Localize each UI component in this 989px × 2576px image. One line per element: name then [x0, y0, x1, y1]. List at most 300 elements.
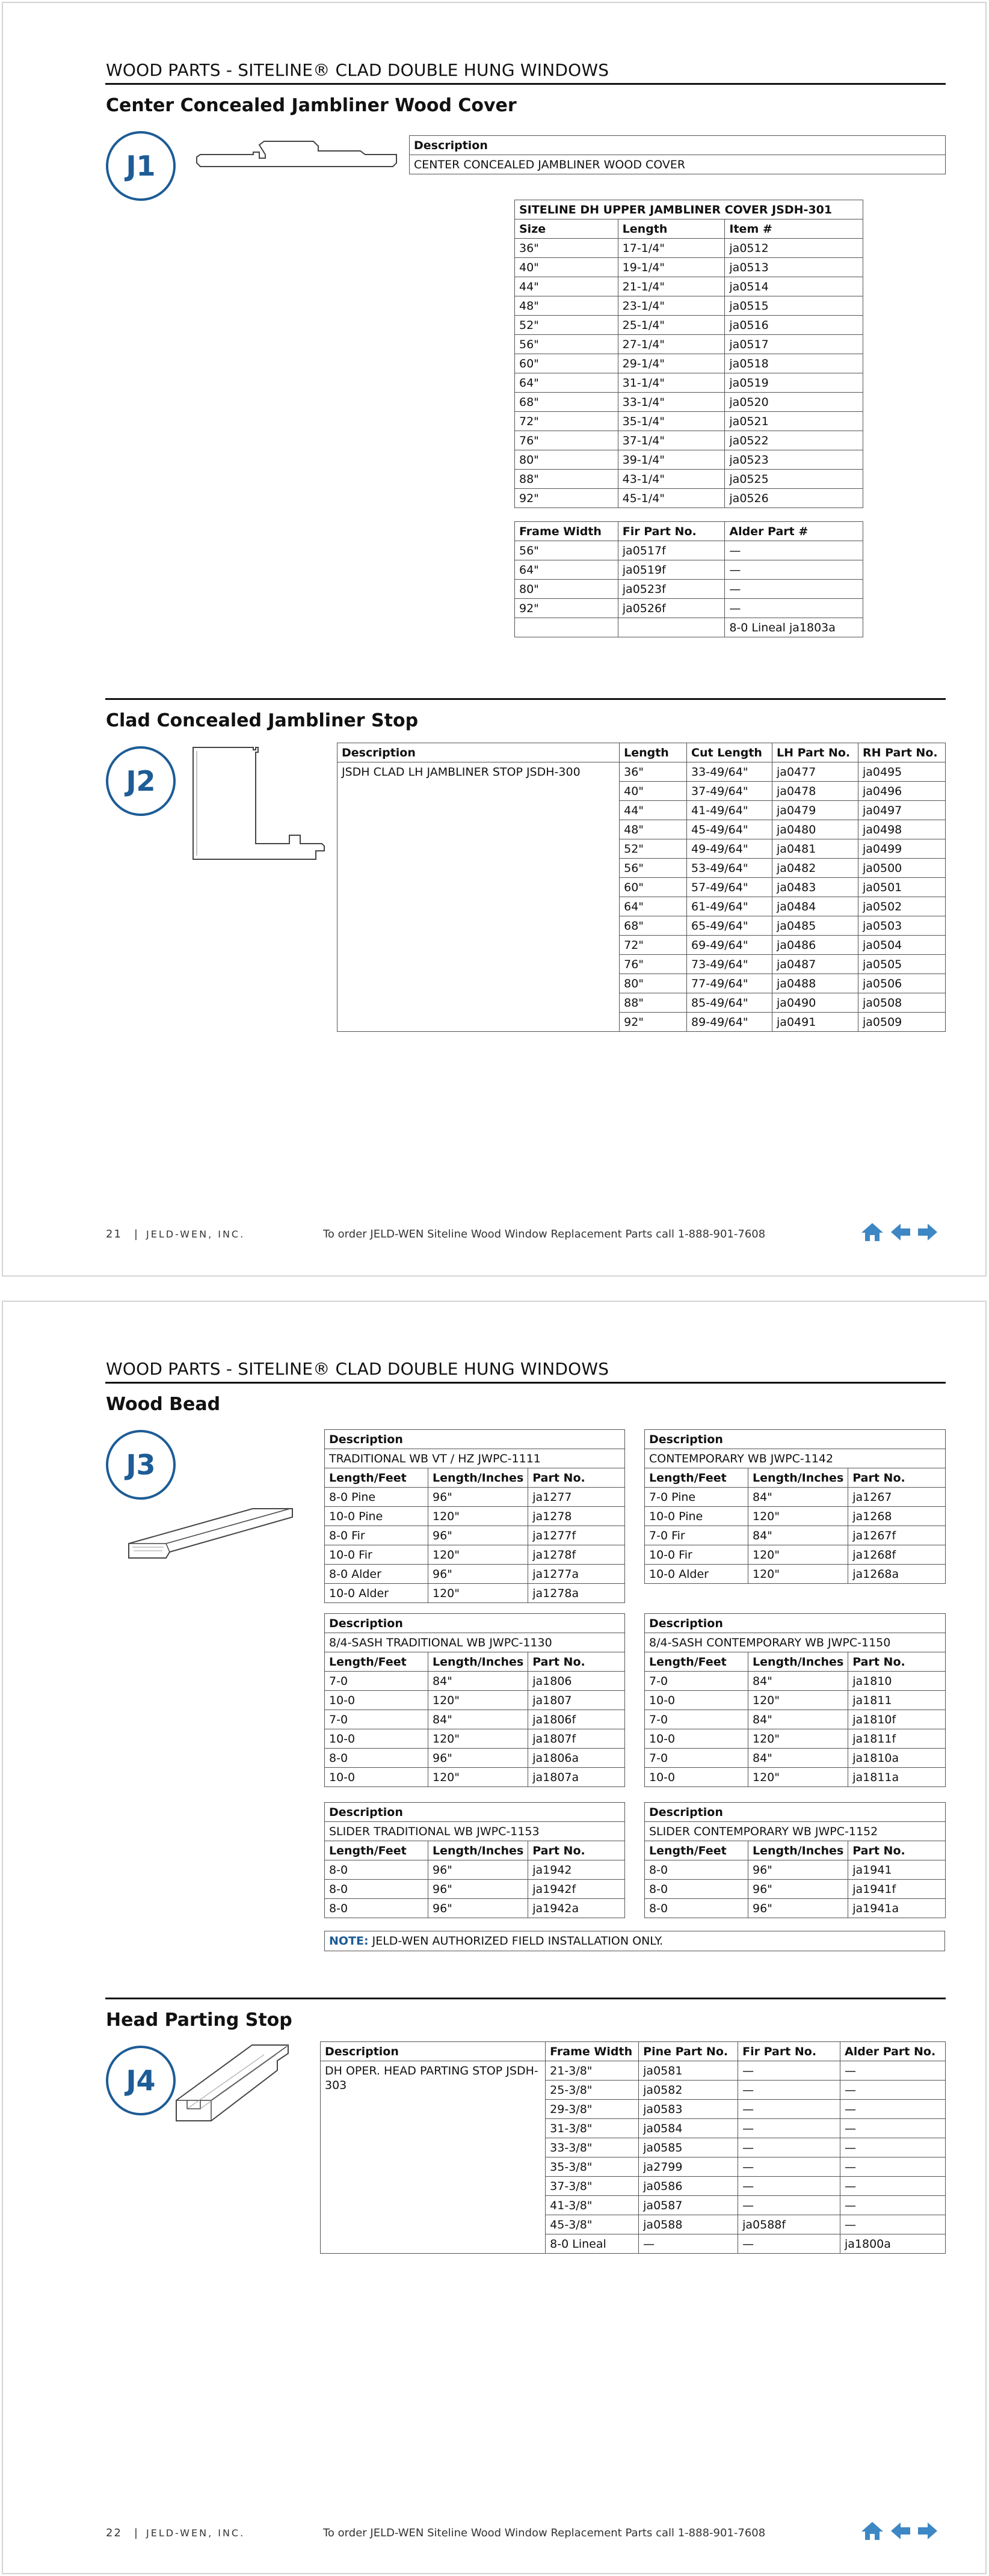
table-cell: ja1267 [848, 1488, 946, 1507]
part-description: CONTEMPORARY WB JWPC-1142 [645, 1449, 946, 1468]
table-cell: ja0513 [725, 258, 863, 277]
table-cell: 120" [428, 1729, 528, 1749]
table-cell: 120" [428, 1584, 528, 1603]
table-cell: 8-0 [645, 1880, 748, 1899]
arrow-left-icon[interactable] [890, 1222, 911, 1245]
table-row [325, 1691, 625, 1710]
footer [106, 2527, 245, 2539]
table-row [515, 431, 863, 450]
table-row [515, 335, 863, 354]
table-cell: 40" [515, 258, 618, 277]
table-cell: — [738, 2196, 840, 2215]
section-heading-j2: Clad Concealed Jambliner Stop [106, 710, 419, 731]
table-header-row [325, 1841, 625, 1860]
table-cell: ja0519 [725, 373, 863, 393]
j2-jambliner-stop-table [337, 743, 946, 1032]
table-header: Description [321, 2042, 546, 2061]
table-cell: 10-0 [325, 1691, 428, 1710]
table-header: Part No. [848, 1468, 946, 1488]
table-cell: 7-0 [645, 1710, 748, 1729]
table-cell: 96" [748, 1899, 848, 1918]
table-cell: ja1807 [528, 1691, 625, 1710]
table-cell: ja0585 [639, 2138, 738, 2157]
table-cell: — [738, 2234, 840, 2254]
table-header: Part No. [848, 1841, 946, 1860]
table-row [515, 277, 863, 296]
j3-table-slider-traditional [324, 1802, 625, 1918]
page-number: 22 [106, 2527, 122, 2539]
nav-controls [860, 2521, 938, 2544]
table-cell: 10-0 [325, 1768, 428, 1787]
table-cell: — [725, 560, 863, 580]
table-row [645, 1507, 946, 1526]
table-cell: 76" [620, 955, 687, 974]
table-cell: ja0515 [725, 296, 863, 316]
table-cell: ja0480 [772, 820, 858, 839]
table-cell: 52" [620, 839, 687, 859]
table-cell: — [840, 2138, 946, 2157]
table-cell: 41-49/64" [687, 801, 772, 820]
table-cell: 29-3/8" [546, 2100, 639, 2119]
company-name: JELD-WEN, INC. [146, 2527, 245, 2539]
table-row [515, 489, 863, 508]
table-cell: ja0504 [858, 936, 945, 955]
table-cell: ja0586 [639, 2177, 738, 2196]
table-cell: 96" [428, 1749, 528, 1768]
table-header: Fir Part No. [738, 2042, 840, 2061]
table-row [337, 762, 946, 782]
home-icon[interactable] [860, 1222, 884, 1245]
table-cell: ja0517f [618, 541, 725, 560]
description-header-row [645, 1614, 946, 1633]
table-row [515, 393, 863, 412]
table-row [515, 239, 863, 258]
table-cell: 64" [515, 373, 618, 393]
table-header: Description [325, 1614, 625, 1633]
table-row [515, 580, 863, 599]
table-cell: 68" [620, 916, 687, 936]
table-cell: 10-0 Fir [645, 1545, 748, 1565]
jambliner-cover-drawing [194, 136, 399, 176]
table-row [645, 1710, 946, 1729]
table-cell: ja0490 [772, 993, 858, 1013]
table-cell: ja0581 [639, 2061, 738, 2081]
table-cell: ja0485 [772, 916, 858, 936]
section-rule [105, 1998, 946, 1999]
table-cell: 31-1/4" [618, 373, 725, 393]
table-cell: ja0514 [725, 277, 863, 296]
table-cell: 64" [515, 560, 618, 580]
table-cell [618, 618, 725, 637]
table-cell: — [840, 2081, 946, 2100]
table-cell: 44" [515, 277, 618, 296]
table-cell: 88" [620, 993, 687, 1013]
table-header: Description [325, 1430, 625, 1449]
table-cell: ja1806 [528, 1672, 625, 1691]
company-name: JELD-WEN, INC. [146, 1228, 245, 1240]
table-row [645, 1488, 946, 1507]
footer-separator: | [134, 1228, 138, 1240]
table-cell: ja0588f [738, 2215, 840, 2234]
table-cell: 23-1/4" [618, 296, 725, 316]
table-cell: 33-3/8" [546, 2138, 639, 2157]
table-cell: ja1268f [848, 1545, 946, 1565]
page-number: 21 [106, 1228, 122, 1240]
table-cell: 80" [620, 974, 687, 993]
table-row [515, 560, 863, 580]
table-cell: — [738, 2157, 840, 2177]
table-cell: 7-0 [645, 1749, 748, 1768]
order-info: To order JELD-WEN Siteline Wood Window Replacement Parts call 1-888-901-7608 [323, 2527, 766, 2539]
arrow-right-icon[interactable] [917, 2521, 938, 2544]
nav-controls [860, 1222, 938, 1245]
table-cell: 45-1/4" [618, 489, 725, 508]
table-cell: ja0486 [772, 936, 858, 955]
table-cell: ja0484 [772, 897, 858, 916]
table-header: Length/Inches [428, 1468, 528, 1488]
j3-table-8-4-contemporary [644, 1613, 946, 1787]
table-cell: 96" [428, 1860, 528, 1880]
table-header: Item # [725, 219, 863, 239]
table-cell: 44" [620, 801, 687, 820]
table-cell: ja0482 [772, 859, 858, 878]
section-heading-j4: Head Parting Stop [106, 2010, 292, 2031]
description-header-row [325, 1614, 625, 1633]
part-description: JSDH CLAD LH JAMBLINER STOP JSDH-300 [337, 762, 620, 1032]
table-row [325, 1488, 625, 1507]
table-title-row [515, 200, 863, 219]
table-cell: ja0588 [639, 2215, 738, 2234]
jambliner-stop-drawing [189, 745, 328, 865]
order-info: To order JELD-WEN Siteline Wood Window Replacement Parts call 1-888-901-7608 [323, 1228, 766, 1240]
table-header: Length/Feet [645, 1841, 748, 1860]
table-cell: 76" [515, 431, 618, 450]
table-header: Length/Feet [325, 1468, 428, 1488]
table-cell: ja0525 [725, 470, 863, 489]
table-header: Length/Inches [748, 1652, 848, 1672]
table-cell: 33-49/64" [687, 762, 772, 782]
table-row [325, 1672, 625, 1691]
page-title: WOOD PARTS - SITELINE® CLAD DOUBLE HUNG WINDOWS [106, 1359, 609, 1379]
table-cell: ja0488 [772, 974, 858, 993]
table-header: Length/Feet [645, 1652, 748, 1672]
table-cell: — [738, 2081, 840, 2100]
table-header: Alder Part No. [840, 2042, 946, 2061]
table-cell: ja0584 [639, 2119, 738, 2138]
table-header: Length/Feet [325, 1841, 428, 1860]
table-header-row [645, 1652, 946, 1672]
table-row [325, 1768, 625, 1787]
footer-separator: | [134, 2527, 138, 2539]
table-cell: ja0483 [772, 878, 858, 897]
table-cell: ja1942 [528, 1860, 625, 1880]
arrow-left-icon[interactable] [890, 2521, 911, 2544]
table-cell: 72" [620, 936, 687, 955]
table-cell: 120" [748, 1545, 848, 1565]
table-cell: ja0508 [858, 993, 945, 1013]
table-cell: 64" [620, 897, 687, 916]
note-text: JELD-WEN AUTHORIZED FIELD INSTALLATION ONLY. [372, 1934, 664, 1948]
table-cell: 69-49/64" [687, 936, 772, 955]
table-cell: 7-0 Pine [645, 1488, 748, 1507]
table-header: Part No. [848, 1652, 946, 1672]
table-header: Alder Part # [725, 522, 863, 541]
table-cell: ja0498 [858, 820, 945, 839]
table-cell: ja0478 [772, 782, 858, 801]
table-cell: ja0500 [858, 859, 945, 878]
table-cell: ja1811 [848, 1691, 946, 1710]
table-cell: ja1941a [848, 1899, 946, 1918]
table-cell: 8-0 Alder [325, 1565, 428, 1584]
home-icon[interactable] [860, 2521, 884, 2544]
table-cell: 8-0 Lineal ja1803a [725, 618, 863, 637]
table-row [325, 1749, 625, 1768]
table-cell: ja0491 [772, 1013, 858, 1032]
table-cell: ja0496 [858, 782, 945, 801]
table-cell: 39-1/4" [618, 450, 725, 470]
table-cell: 10-0 Pine [325, 1507, 428, 1526]
table-header: Description [645, 1430, 946, 1449]
description-header-row [645, 1803, 946, 1822]
table-cell: 88" [515, 470, 618, 489]
table-cell: 96" [428, 1488, 528, 1507]
part-description: 8/4-SASH TRADITIONAL WB JWPC-1130 [325, 1633, 625, 1652]
table-row [325, 1507, 625, 1526]
table-cell: 52" [515, 316, 618, 335]
table-header: Length/Inches [748, 1468, 848, 1488]
table-header: Length/Inches [428, 1652, 528, 1672]
table-row [645, 1526, 946, 1545]
table-cell: 120" [428, 1545, 528, 1565]
table-cell: — [725, 599, 863, 618]
table-row [325, 1584, 625, 1603]
table-cell: 120" [428, 1691, 528, 1710]
table-cell: 84" [748, 1488, 848, 1507]
table-row [515, 316, 863, 335]
table-cell: ja2799 [639, 2157, 738, 2177]
table-cell: 37-1/4" [618, 431, 725, 450]
description-header-row [325, 1803, 625, 1822]
table-row [325, 1545, 625, 1565]
table-cell: 25-1/4" [618, 316, 725, 335]
table-cell: 10-0 Pine [645, 1507, 748, 1526]
table-cell: 57-49/64" [687, 878, 772, 897]
wood-bead-drawing [126, 1504, 295, 1562]
description-row [325, 1822, 625, 1841]
table-cell: 56" [620, 859, 687, 878]
table-cell: ja0503 [858, 916, 945, 936]
j1-upper-jambliner-table [514, 200, 863, 508]
table-cell: 85-49/64" [687, 993, 772, 1013]
table-cell: 8-0 Lineal [546, 2234, 639, 2254]
table-header-row [337, 743, 946, 762]
table-cell: ja1277 [528, 1488, 625, 1507]
table-cell: 29-1/4" [618, 354, 725, 373]
table-cell: 27-1/4" [618, 335, 725, 354]
table-header: Length/Inches [748, 1841, 848, 1860]
table-cell: 84" [428, 1710, 528, 1729]
table-cell: ja1941 [848, 1860, 946, 1880]
table-cell: ja1810a [848, 1749, 946, 1768]
table-row [325, 1710, 625, 1729]
table-cell: ja1267f [848, 1526, 946, 1545]
table-header: Length [620, 743, 687, 762]
table-header: Description [325, 1803, 625, 1822]
table-cell: ja0518 [725, 354, 863, 373]
table-title: SITELINE DH UPPER JAMBLINER COVER JSDH-301 [515, 200, 863, 219]
part-description: DH OPER. HEAD PARTING STOP JSDH-303 [321, 2061, 546, 2254]
description-row [645, 1449, 946, 1468]
table-cell: ja1807a [528, 1768, 625, 1787]
table-header-row [321, 2042, 946, 2061]
table-cell: 96" [428, 1880, 528, 1899]
table-row [325, 1880, 625, 1899]
table-cell: ja1268a [848, 1565, 946, 1584]
table-header: Length/Feet [325, 1652, 428, 1672]
table-row [645, 1899, 946, 1918]
j3-table-slider-contemporary [644, 1802, 946, 1918]
table-cell: 120" [748, 1729, 848, 1749]
table-cell: 89-49/64" [687, 1013, 772, 1032]
arrow-right-icon[interactable] [917, 1222, 938, 1245]
table-cell: — [840, 2177, 946, 2196]
table-header: Description [410, 136, 946, 155]
j3-table-traditional [324, 1429, 625, 1603]
j3-table-8-4-traditional [324, 1613, 625, 1787]
table-cell: 84" [748, 1526, 848, 1545]
table-cell: ja1806f [528, 1710, 625, 1729]
table-cell: 68" [515, 393, 618, 412]
table-header: Cut Length [687, 743, 772, 762]
table-cell: 65-49/64" [687, 916, 772, 936]
table-cell: 35-1/4" [618, 412, 725, 431]
table-cell: 80" [515, 580, 618, 599]
table-cell: — [840, 2157, 946, 2177]
page-22 [2, 1301, 987, 2574]
note-label: NOTE: [329, 1934, 369, 1948]
footer [106, 1228, 245, 1240]
table-cell: ja1810f [848, 1710, 946, 1729]
part-description: 8/4-SASH CONTEMPORARY WB JWPC-1150 [645, 1633, 946, 1652]
table-cell: 8-0 [325, 1860, 428, 1880]
table-cell: 8-0 Fir [325, 1526, 428, 1545]
table-cell: ja0499 [858, 839, 945, 859]
table-cell: 84" [748, 1710, 848, 1729]
table-cell: 7-0 [325, 1710, 428, 1729]
table-cell: ja1942a [528, 1899, 625, 1918]
table-cell: 8-0 [325, 1749, 428, 1768]
table-header: Description [337, 743, 620, 762]
table-row [515, 354, 863, 373]
table-cell: 120" [748, 1507, 848, 1526]
table-header-row [325, 1652, 625, 1672]
table-cell: 60" [620, 878, 687, 897]
head-parting-stop-drawing [174, 2043, 294, 2128]
table-header: Part No. [528, 1652, 625, 1672]
table-cell: — [738, 2138, 840, 2157]
table-cell: 48" [620, 820, 687, 839]
table-cell: 8-0 [325, 1899, 428, 1918]
table-cell: ja0495 [858, 762, 945, 782]
j3-table-contemporary [644, 1429, 946, 1584]
table-cell: 56" [515, 541, 618, 560]
table-header: Size [515, 219, 618, 239]
table-cell: 96" [428, 1565, 528, 1584]
title-rule [105, 83, 946, 85]
table-cell: 7-0 [325, 1672, 428, 1691]
table-cell: 8-0 [325, 1880, 428, 1899]
table-cell: ja1807f [528, 1729, 625, 1749]
table-cell: 72" [515, 412, 618, 431]
table-cell: ja0487 [772, 955, 858, 974]
table-cell: ja0509 [858, 1013, 945, 1032]
table-cell: ja0501 [858, 878, 945, 897]
table-row [645, 1545, 946, 1565]
table-cell: 41-3/8" [546, 2196, 639, 2215]
table-cell: — [840, 2196, 946, 2215]
table-cell: 45-3/8" [546, 2215, 639, 2234]
table-header: LH Part No. [772, 743, 858, 762]
table-cell: ja1800a [840, 2234, 946, 2254]
table-cell: ja0583 [639, 2100, 738, 2119]
part-description: SLIDER TRADITIONAL WB JWPC-1153 [325, 1822, 625, 1841]
table-row [325, 1899, 625, 1918]
table-row [325, 1526, 625, 1545]
table-row [515, 296, 863, 316]
table-cell: 7-0 [645, 1672, 748, 1691]
table-cell: 77-49/64" [687, 974, 772, 993]
description-header-row [645, 1430, 946, 1449]
description-row [325, 1449, 625, 1468]
table-cell: 21-3/8" [546, 2061, 639, 2081]
table-row [515, 412, 863, 431]
table-cell: 120" [748, 1768, 848, 1787]
table-cell: 40" [620, 782, 687, 801]
table-cell: 25-3/8" [546, 2081, 639, 2100]
table-cell: CENTER CONCEALED JAMBLINER WOOD COVER [410, 155, 946, 174]
table-row [515, 599, 863, 618]
table-cell [515, 618, 618, 637]
table-cell: 92" [620, 1013, 687, 1032]
table-cell: ja1806a [528, 1749, 625, 1768]
table-cell: — [840, 2215, 946, 2234]
table-cell: 120" [748, 1691, 848, 1710]
table-cell: ja1278 [528, 1507, 625, 1526]
table-header-row [325, 1468, 625, 1488]
table-row [515, 373, 863, 393]
table-cell: 37-49/64" [687, 782, 772, 801]
table-cell: 53-49/64" [687, 859, 772, 878]
table-cell: 36" [620, 762, 687, 782]
description-row [645, 1822, 946, 1841]
table-cell: — [840, 2061, 946, 2081]
table-header: Frame Width [515, 522, 618, 541]
table-cell: ja0516 [725, 316, 863, 335]
table-cell: 120" [428, 1507, 528, 1526]
table-cell: ja1811f [848, 1729, 946, 1749]
table-header: Pine Part No. [639, 2042, 738, 2061]
table-row [645, 1860, 946, 1880]
table-row [645, 1565, 946, 1584]
installation-note [324, 1931, 945, 1951]
description-row [325, 1633, 625, 1652]
table-cell: 96" [748, 1860, 848, 1880]
table-cell: 84" [428, 1672, 528, 1691]
table-cell: 17-1/4" [618, 239, 725, 258]
badge-j3: J3 [106, 1430, 176, 1500]
table-cell: 120" [748, 1565, 848, 1584]
table-header: Fir Part No. [618, 522, 725, 541]
